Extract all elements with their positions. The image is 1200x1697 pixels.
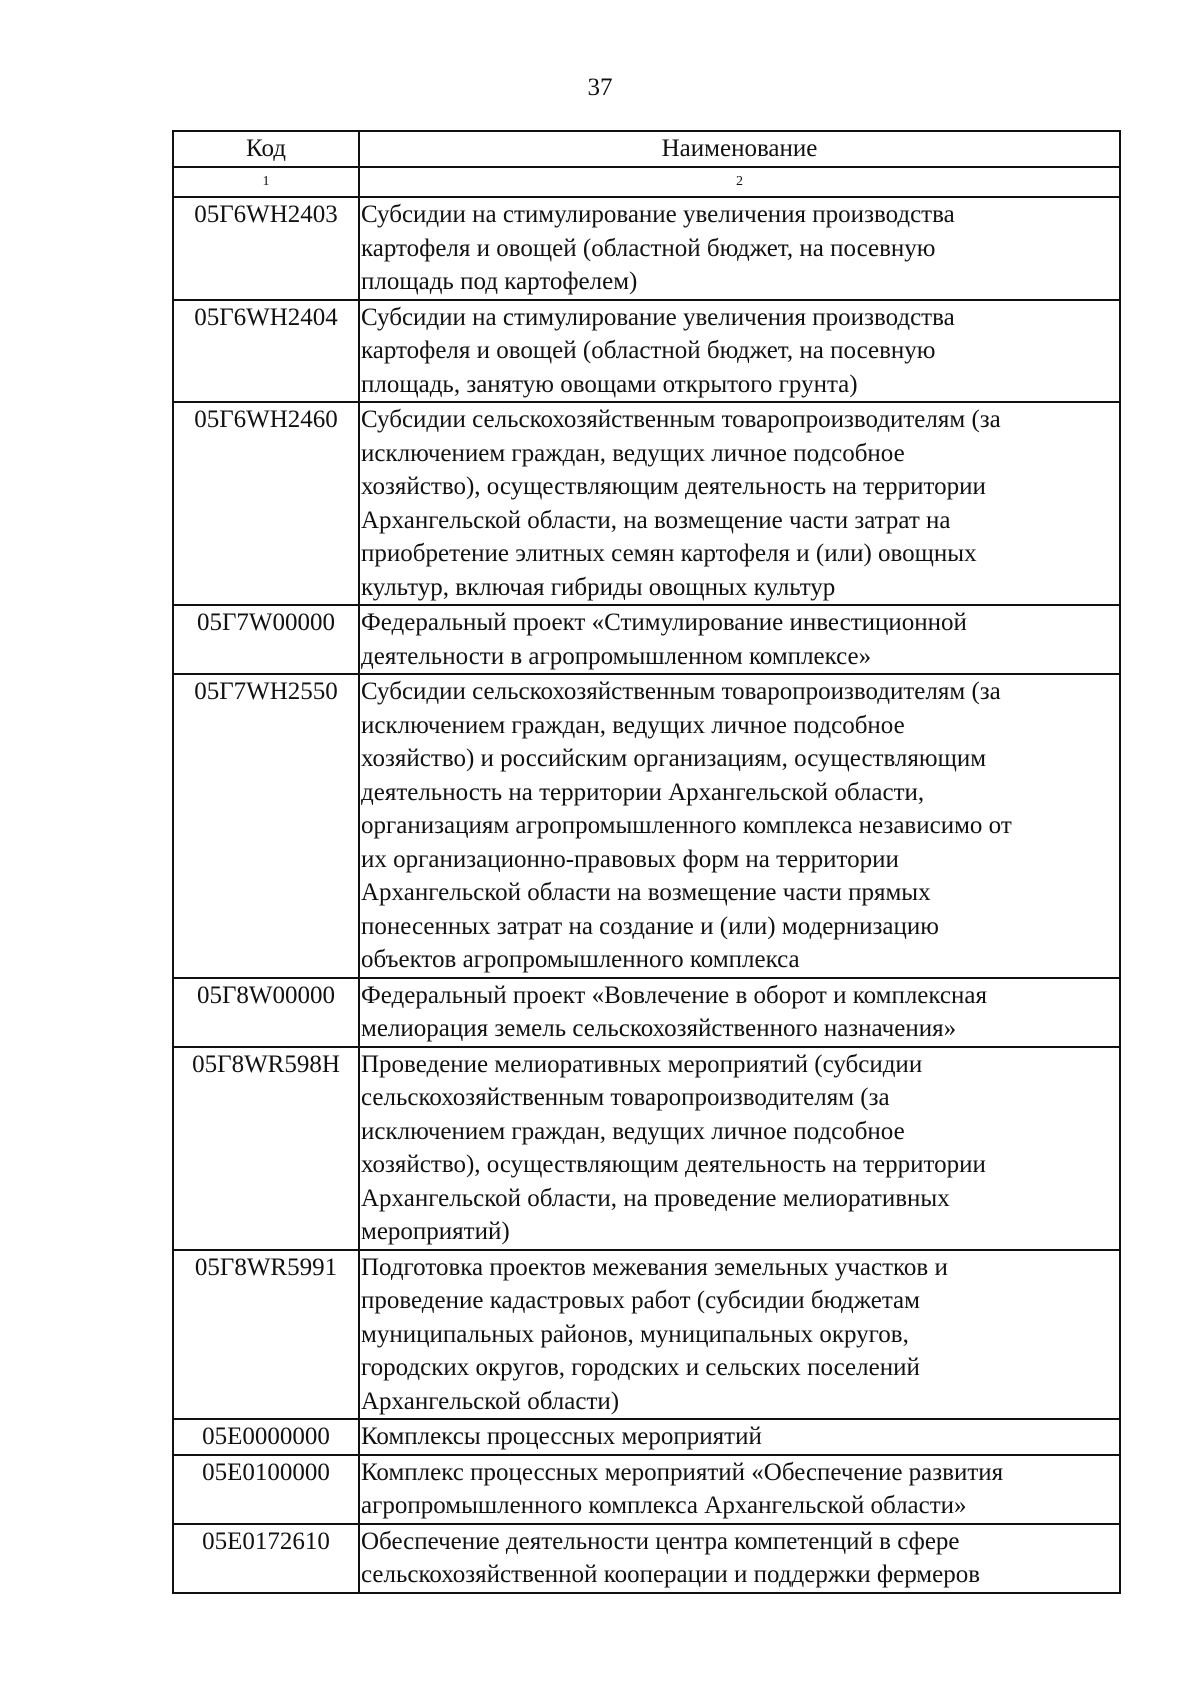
row-name	[359, 1455, 1120, 1524]
row-name-line: понесенных затрат на создание и (или) модернизацию	[361, 912, 939, 940]
row-name-line: их организационно-правовых форм на территории	[361, 845, 899, 873]
row-name	[359, 978, 1120, 1047]
row-name-line: исключением граждан, ведущих личное подсобное	[361, 711, 905, 739]
row-name	[359, 1047, 1120, 1250]
row-code: 05Е0172610	[173, 1524, 359, 1593]
table-row	[173, 1524, 1120, 1593]
column-number-row	[173, 167, 1120, 197]
row-code: 05Г8W00000	[173, 978, 359, 1047]
header-code: Код	[173, 131, 359, 167]
table-row	[173, 197, 1120, 300]
row-name-line: сельскохозяйственной кооперации и поддержки фермеров	[361, 1561, 981, 1588]
row-name	[359, 1524, 1120, 1593]
row-name-line: хозяйство), осуществляющим деятельность на территории	[361, 473, 986, 500]
row-name-line: Комплекс процессных мероприятий «Обеспечение развития	[361, 1458, 1004, 1486]
row-code: 05Г7WН2550	[173, 674, 359, 978]
row-name-line: Субсидии сельскохозяйственным товаропроизводителям (за	[361, 678, 1001, 705]
row-name-line: Федеральный проект «Вовлечение в оборот и комплексная	[361, 981, 987, 1009]
row-name	[359, 1419, 1120, 1455]
row-name-line: Архангельской области на возмещение части прямых	[361, 879, 931, 906]
row-code: 05Г8WR598Н	[173, 1047, 359, 1250]
row-name-line: агропромышленного комплекса Архангельской области»	[361, 1492, 967, 1519]
row-name-line: картофеля и овощей (областной бюджет, на посевную	[361, 234, 936, 262]
row-name-line: мелиорация земель сельскохозяйственного назначения»	[361, 1015, 957, 1042]
table-row	[173, 300, 1120, 403]
table-row	[173, 1455, 1120, 1524]
table-row	[173, 605, 1120, 674]
row-code: 05Е0000000	[173, 1419, 359, 1455]
row-name-line: Обеспечение деятельности центра компетенций в сфере	[361, 1527, 960, 1555]
column-number-code: 1	[173, 167, 359, 197]
row-code: 05Г6WН2460	[173, 402, 359, 605]
row-name-line: картофеля и овощей (областной бюджет, на посевную	[361, 337, 936, 364]
row-code: 05Е0100000	[173, 1455, 359, 1524]
table-row	[173, 402, 1120, 605]
row-name	[359, 1250, 1120, 1420]
column-number-name: 2	[359, 167, 1120, 197]
row-name-line: хозяйство) и российским организациям, осуществляющим	[361, 745, 987, 772]
table-body	[173, 131, 1120, 1593]
table-row	[173, 1419, 1120, 1455]
table-header-row	[173, 131, 1120, 167]
row-name-line: Субсидии на стимулирование увеличения производства	[361, 303, 955, 331]
row-name-line: проведение кадастровых работ (субсидии бюджетам	[361, 1287, 920, 1314]
row-name-line: Архангельской области, на проведение мелиоративных	[361, 1184, 950, 1212]
row-code: 05Г8WR5991	[173, 1250, 359, 1420]
row-name-line: деятельности в агропромышленном комплексе»	[361, 642, 872, 670]
row-name-line: деятельность на территории Архангельской области,	[361, 778, 925, 806]
row-name-line: организациям агропромышленного комплекса независимо от	[361, 812, 1012, 839]
budget-code-table	[172, 130, 1121, 1594]
row-code: 05Г6WН2404	[173, 300, 359, 403]
row-name-line: сельскохозяйственным товаропроизводителям (за	[361, 1084, 890, 1111]
table-row	[173, 978, 1120, 1047]
row-name-line: приобретение элитных семян картофеля и (или) овощных	[361, 540, 977, 567]
row-name-line: объектов агропромышленного комплекса	[361, 946, 800, 973]
row-name-line: Архангельской области)	[361, 1387, 620, 1415]
row-name-line: Подготовка проектов межевания земельных участков и	[361, 1253, 948, 1281]
row-name-line: культур, включая гибриды овощных культур	[361, 573, 836, 601]
row-name-line: Проведение мелиоративных мероприятий (субсидии	[361, 1050, 923, 1078]
row-code: 05Г7W00000	[173, 605, 359, 674]
row-name	[359, 674, 1120, 978]
table-row	[173, 1047, 1120, 1250]
table-row	[173, 1250, 1120, 1420]
row-name	[359, 402, 1120, 605]
row-name-line: исключением граждан, ведущих личное подсобное	[361, 1117, 905, 1145]
row-name-line: Субсидии сельскохозяйственным товаропроизводителям (за	[361, 406, 1001, 433]
row-name-line: площадь под картофелем)	[361, 268, 638, 295]
row-name-line: хозяйство), осуществляющим деятельность на территории	[361, 1151, 986, 1178]
row-name-line: площадь, занятую овощами открытого грунта)	[361, 370, 858, 398]
row-name-line: исключением граждан, ведущих личное подсобное	[361, 439, 905, 467]
row-name-line: Субсидии на стимулирование увеличения производства	[361, 201, 955, 228]
row-name-line: Федеральный проект «Стимулирование инвестиционной	[361, 609, 967, 636]
row-name	[359, 300, 1120, 403]
row-name	[359, 197, 1120, 300]
row-name-line: городских округов, городских и сельских поселений	[361, 1354, 920, 1381]
row-code: 05Г6WН2403	[173, 197, 359, 300]
header-name: Наименование	[359, 131, 1120, 167]
row-name-line: мероприятий)	[361, 1218, 510, 1245]
row-name	[359, 605, 1120, 674]
page-number: 37	[587, 74, 613, 101]
row-name-line: Архангельской области, на возмещение части затрат на	[361, 506, 951, 534]
row-name-line: Комплексы процессных мероприятий	[361, 1423, 762, 1450]
row-name-line: муниципальных районов, муниципальных округов,	[361, 1320, 909, 1348]
table-row	[173, 674, 1120, 978]
